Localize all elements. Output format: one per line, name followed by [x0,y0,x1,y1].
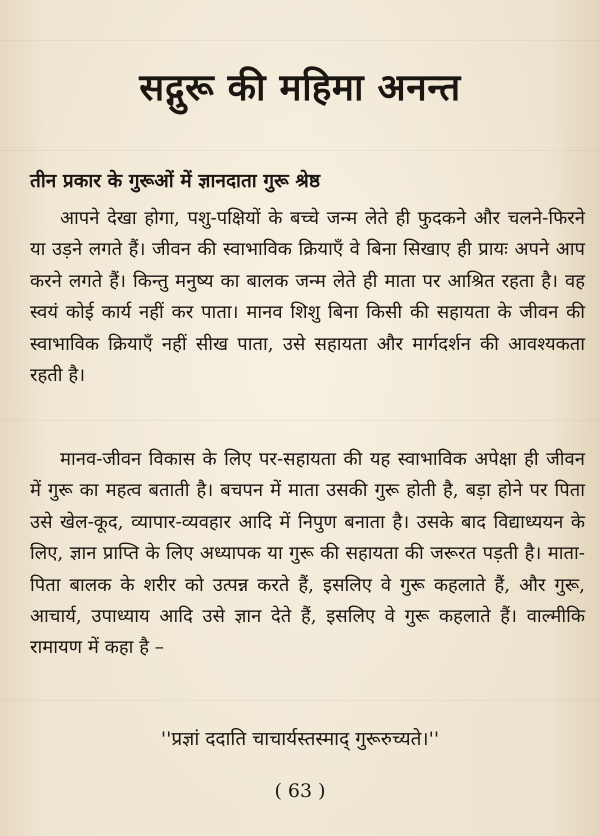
bleed-through-line [0,150,600,151]
section-heading: तीन प्रकार के गुरूओं में ज्ञानदाता गुरू श्रेष्ठ [30,170,321,192]
bleed-through-line [0,420,600,421]
bleed-through-line [0,40,600,41]
paragraph-1: आपने देखा होगा, पशु-पक्षियों के बच्चे जन्म लेते ही फुदकने और चलने-फिरने या उड़ने लगते हैं। जीवन की स्वाभाविक क्रियाएँ वे बिना सिखाए ही प्रायः अपने आप करने लगते हैं। किन्तु मनुष्य का बालक जन्म लेते ही माता पर आश्रित रहता है। वह स्वयं कोई कार्य नहीं कर पाता। मानव शिशु बिना किसी की सहायता के जीवन की स्वाभाविक क्रियाएँ नहीं सीख पाता, उसे सहायता और मार्गदर्शन की आवश्यकता रहती है। [30,208,585,387]
paragraph-2: मानव-जीवन विकास के लिए पर-सहायता की यह स्वाभाविक अपेक्षा ही जीवन में गुरू का महत्व बताती है। बचपन में माता उसकी गुरू होती है, बड़ा होने पर पिता उसे खेल-कूद, व्यापार-व्यवहार आदि में निपुण बनाता है। उसके बाद विद्याध्ययन के लिए, ज्ञान प्राप्ति के लिए अध्यापक या गुरू की सहायता की जरूरत पड़ती है। माता-पिता बालक के शरीर को उत्पन्न करते हैं, इसलिए वे गुरू कहलाते हैं, और गुरू, आचार्य, उपाध्याय आदि उसे ज्ञान देते हैं, इसलिए वे गुरू कहलाते हैं। वाल्मीकि रामायण में कहा है – [30,449,585,659]
page-title: सद्गुरू की महिमा अनन्त [139,65,461,109]
bleed-through-line [0,700,600,701]
page-number: ( 63 ) [274,780,326,802]
sanskrit-quote: ''प्रज्ञां ददाति चाचार्यस्तस्माद् गुरूरुच्यते।'' [160,728,440,750]
